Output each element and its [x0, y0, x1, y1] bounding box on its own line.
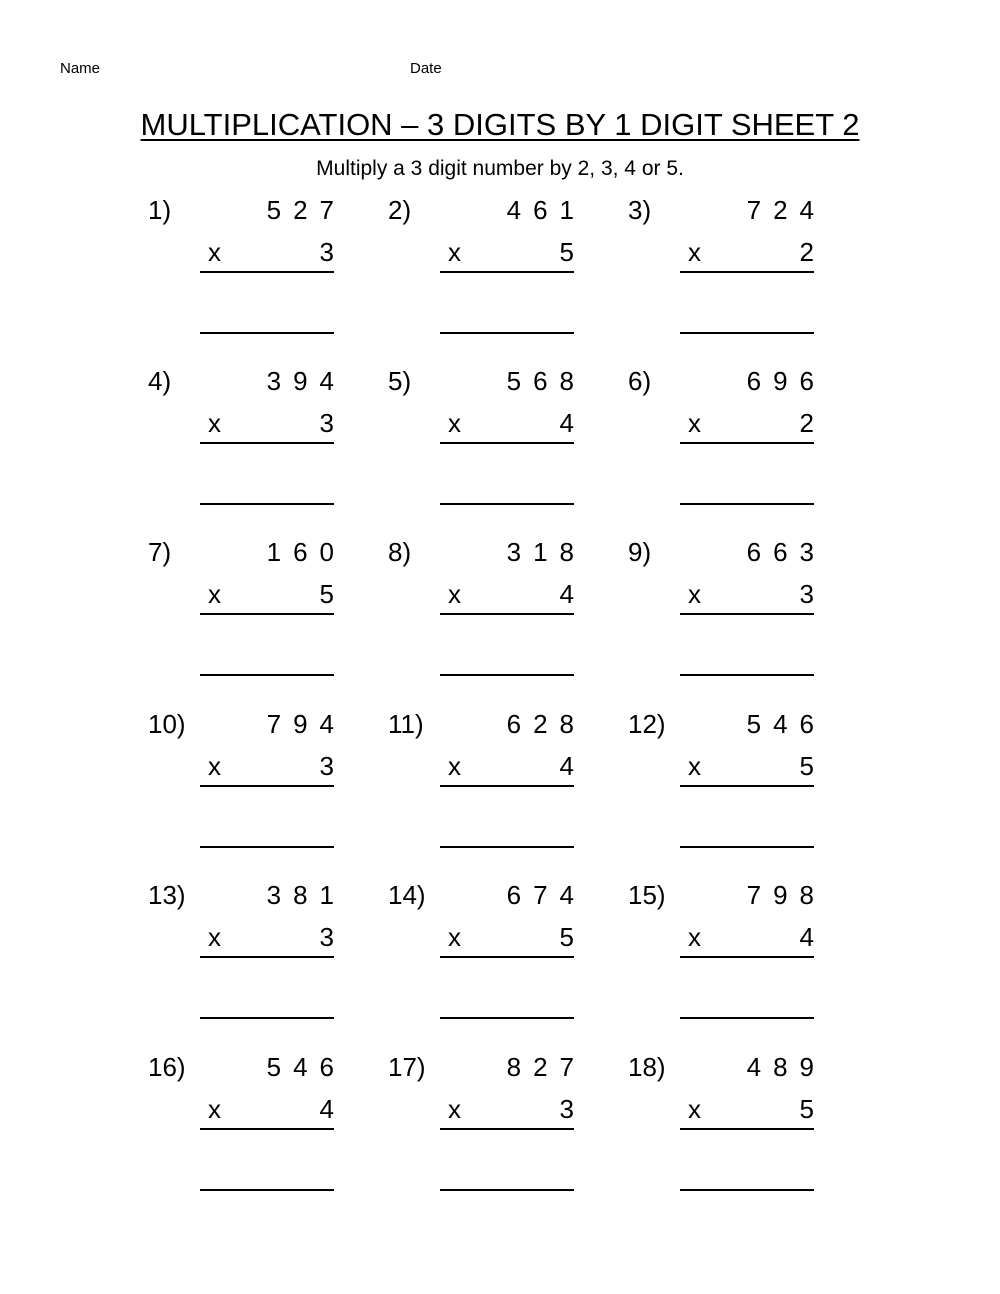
multiplier: 4: [319, 1094, 334, 1124]
multiplicand: 794: [266, 709, 346, 739]
problem-number: 16): [148, 1052, 186, 1082]
multiplier: 4: [799, 922, 814, 952]
answer-line: [440, 846, 574, 848]
problem-number: 12): [628, 709, 666, 739]
problem-4: [148, 366, 348, 516]
multiplier: 5: [799, 1094, 814, 1124]
answer-line: [200, 1017, 334, 1019]
problem-number: 1): [148, 195, 172, 225]
multiplicand: 546: [266, 1052, 346, 1082]
multiplication-sign: x: [688, 237, 701, 267]
page-title-text: MULTIPLICATION – 3 DIGITS BY 1 DIGIT SHEET 2: [140, 107, 860, 142]
multiplication-sign: x: [208, 751, 221, 781]
instructions: Multiply a 3 digit number by 2, 3, 4 or 5.: [316, 157, 684, 180]
answer-line: [440, 674, 574, 676]
multiplication-sign: x: [688, 922, 701, 952]
multiplicand: 318: [506, 537, 586, 567]
answer-line: [440, 1189, 574, 1191]
multiplication-sign: x: [208, 579, 221, 609]
problem-number: 8): [388, 537, 412, 567]
problem-5: [388, 366, 588, 516]
operation-underline: [440, 785, 574, 787]
multiplicand: 394: [266, 366, 346, 396]
multiplication-sign: x: [688, 1094, 701, 1124]
operation-underline: [200, 785, 334, 787]
problem-number: 3): [628, 195, 652, 225]
multiplication-sign: x: [208, 1094, 221, 1124]
multiplication-sign: x: [448, 237, 461, 267]
answer-line: [680, 503, 814, 505]
multiplicand: 724: [746, 195, 826, 225]
multiplication-sign: x: [688, 579, 701, 609]
answer-line: [200, 332, 334, 334]
multiplicand: 827: [506, 1052, 586, 1082]
operation-underline: [680, 613, 814, 615]
operation-underline: [200, 271, 334, 273]
operation-underline: [200, 613, 334, 615]
multiplicand: 381: [266, 880, 346, 910]
problem-13: [148, 880, 348, 1030]
operation-underline: [200, 956, 334, 958]
multiplier: 4: [559, 408, 574, 438]
multiplicand: 160: [266, 537, 346, 567]
multiplier: 5: [799, 751, 814, 781]
operation-underline: [200, 1128, 334, 1130]
multiplicand: 628: [506, 709, 586, 739]
problem-number: 10): [148, 709, 186, 739]
operation-underline: [680, 1128, 814, 1130]
problem-number: 11): [388, 709, 424, 739]
multiplier: 5: [559, 237, 574, 267]
problem-6: [628, 366, 828, 516]
multiplier: 4: [559, 751, 574, 781]
multiplication-sign: x: [208, 408, 221, 438]
problem-3: [628, 195, 828, 345]
multiplier: 5: [559, 922, 574, 952]
problem-number: 13): [148, 880, 186, 910]
problem-number: 2): [388, 195, 412, 225]
answer-line: [200, 846, 334, 848]
operation-underline: [440, 613, 574, 615]
problem-14: [388, 880, 588, 1030]
answer-line: [200, 503, 334, 505]
multiplicand: 489: [746, 1052, 826, 1082]
answer-line: [440, 1017, 574, 1019]
answer-line: [200, 1189, 334, 1191]
answer-line: [680, 332, 814, 334]
multiplier: 3: [799, 579, 814, 609]
problem-number: 4): [148, 366, 172, 396]
multiplier: 3: [559, 1094, 574, 1124]
operation-underline: [440, 1128, 574, 1130]
multiplier: 3: [319, 408, 334, 438]
problem-number: 15): [628, 880, 666, 910]
multiplicand: 798: [746, 880, 826, 910]
multiplication-sign: x: [688, 751, 701, 781]
operation-underline: [440, 442, 574, 444]
multiplier: 5: [319, 579, 334, 609]
multiplication-sign: x: [688, 408, 701, 438]
multiplication-sign: x: [208, 237, 221, 267]
problem-number: 5): [388, 366, 412, 396]
page-title: [0, 105, 1000, 145]
operation-underline: [440, 956, 574, 958]
multiplier: 2: [799, 237, 814, 267]
problem-number: 7): [148, 537, 172, 567]
problem-17: [388, 1052, 588, 1202]
multiplicand: 461: [506, 195, 586, 225]
problem-16: [148, 1052, 348, 1202]
operation-underline: [680, 956, 814, 958]
problem-10: [148, 709, 348, 859]
multiplicand: 696: [746, 366, 826, 396]
multiplication-sign: x: [448, 922, 461, 952]
operation-underline: [680, 442, 814, 444]
problem-9: [628, 537, 828, 687]
problem-number: 17): [388, 1052, 426, 1082]
problem-2: [388, 195, 588, 345]
date-label: Date: [410, 60, 442, 77]
operation-underline: [680, 271, 814, 273]
multiplication-sign: x: [448, 751, 461, 781]
multiplicand: 674: [506, 880, 586, 910]
problem-11: [388, 709, 588, 859]
multiplicand: 546: [746, 709, 826, 739]
problem-number: 18): [628, 1052, 666, 1082]
multiplier: 3: [319, 922, 334, 952]
operation-underline: [200, 442, 334, 444]
answer-line: [200, 674, 334, 676]
problem-number: 14): [388, 880, 426, 910]
problem-1: [148, 195, 348, 345]
problem-number: 6): [628, 366, 652, 396]
multiplication-sign: x: [208, 922, 221, 952]
answer-line: [680, 674, 814, 676]
problem-12: [628, 709, 828, 859]
multiplicand: 527: [266, 195, 346, 225]
multiplier: 3: [319, 237, 334, 267]
answer-line: [440, 332, 574, 334]
multiplication-sign: x: [448, 579, 461, 609]
problem-18: [628, 1052, 828, 1202]
multiplication-sign: x: [448, 1094, 461, 1124]
multiplicand: 568: [506, 366, 586, 396]
problem-8: [388, 537, 588, 687]
operation-underline: [440, 271, 574, 273]
answer-line: [680, 846, 814, 848]
problem-15: [628, 880, 828, 1030]
answer-line: [680, 1189, 814, 1191]
problem-7: [148, 537, 348, 687]
multiplication-sign: x: [448, 408, 461, 438]
problem-number: 9): [628, 537, 652, 567]
multiplicand: 663: [746, 537, 826, 567]
multiplier: 3: [319, 751, 334, 781]
multiplier: 4: [559, 579, 574, 609]
answer-line: [440, 503, 574, 505]
operation-underline: [680, 785, 814, 787]
answer-line: [680, 1017, 814, 1019]
multiplier: 2: [799, 408, 814, 438]
name-label: Name: [60, 60, 101, 77]
